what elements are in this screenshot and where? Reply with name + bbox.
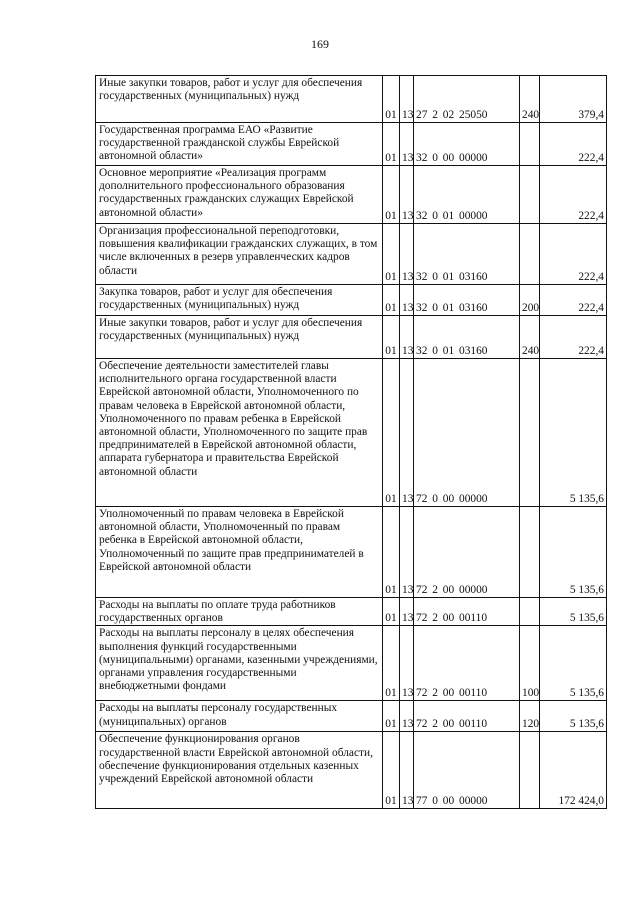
subsection-code: 13 [400,123,414,166]
section-code: 01 [383,123,400,166]
target-item-code: 27 2 02 25050 [414,76,520,123]
subsection-code: 13 [400,166,414,224]
section-code: 01 [383,732,400,809]
row-description: Расходы на выплаты персоналу государственных (муниципальных) органов [96,701,383,732]
expense-type-code: 120 [520,701,540,732]
table-row [96,285,607,316]
amount: 222,4 [540,285,607,316]
section-code: 01 [383,166,400,224]
expense-type-code [520,359,540,507]
expense-type-code [520,507,540,598]
row-description: Основное мероприятие «Реализация программ дополнительного профессионального образования государственных гражданских служащих Еврейской автономной области» [96,166,383,224]
subsection-code: 13 [400,732,414,809]
target-item-code: 32 0 01 03160 [414,224,520,285]
row-description: Закупка товаров, работ и услуг для обеспечения государственных (муниципальных) нужд [96,285,383,316]
expense-type-code: 240 [520,316,540,359]
section-code: 01 [383,598,400,626]
subsection-code: 13 [400,285,414,316]
section-code: 01 [383,701,400,732]
budget-table [95,75,607,809]
target-item-code: 32 0 00 00000 [414,123,520,166]
row-description: Организация профессиональной переподготовки, повышения квалификации гражданских служащих, в том числе включенных в резерв управленческих кадров области [96,224,383,285]
page-number: 169 [311,37,329,51]
target-item-code: 72 2 00 00110 [414,598,520,626]
row-description: Иные закупки товаров, работ и услуг для обеспечения государственных (муниципальных) нужд [96,316,383,359]
expense-type-code [520,166,540,224]
target-item-code: 72 2 00 00110 [414,701,520,732]
expense-type-code [520,732,540,809]
subsection-code: 13 [400,76,414,123]
target-item-code: 32 0 01 00000 [414,166,520,224]
table-row [96,123,607,166]
table-row [96,701,607,732]
amount: 222,4 [540,316,607,359]
row-description: Государственная программа ЕАО «Развитие государственной гражданской службы Еврейской автономной области» [96,123,383,166]
amount: 222,4 [540,224,607,285]
table-row [96,626,607,701]
table-row [96,166,607,224]
target-item-code: 32 0 01 03160 [414,285,520,316]
amount: 5 135,6 [540,626,607,701]
section-code: 01 [383,359,400,507]
expense-type-code: 240 [520,76,540,123]
section-code: 01 [383,507,400,598]
row-description: Уполномоченный по правам человека в Еврейской автономной области, Уполномоченный по правам ребенка в Еврейской автономной области, Уполномоченный по защите прав предпринимателей в Еврейской автономной области [96,507,383,598]
table-row [96,76,607,123]
amount: 222,4 [540,123,607,166]
amount: 5 135,6 [540,701,607,732]
subsection-code: 13 [400,598,414,626]
section-code: 01 [383,285,400,316]
table-row [96,224,607,285]
row-description: Обеспечение функционирования органов государственной власти Еврейской автономной области, обеспечение функционирования отдельных казенных учреждений Еврейской автономной области [96,732,383,809]
table-row [96,316,607,359]
subsection-code: 13 [400,359,414,507]
row-description: Расходы на выплаты персоналу в целях обеспечения выполнения функций государственными (муниципальными) органами, казенными учреждениями, органами управления государственными внебюджетными фондами [96,626,383,701]
target-item-code: 32 0 01 03160 [414,316,520,359]
table-row [96,598,607,626]
amount: 5 135,6 [540,507,607,598]
amount: 379,4 [540,76,607,123]
expense-type-code [520,224,540,285]
target-item-code: 77 0 00 00000 [414,732,520,809]
amount: 172 424,0 [540,732,607,809]
subsection-code: 13 [400,507,414,598]
expense-type-code: 100 [520,626,540,701]
target-item-code: 72 0 00 00000 [414,359,520,507]
section-code: 01 [383,626,400,701]
row-description: Расходы на выплаты по оплате труда работников государственных органов [96,598,383,626]
amount: 5 135,6 [540,359,607,507]
table-row [96,507,607,598]
target-item-code: 72 2 00 00110 [414,626,520,701]
subsection-code: 13 [400,626,414,701]
table-row [96,732,607,809]
target-item-code: 72 2 00 00000 [414,507,520,598]
subsection-code: 13 [400,224,414,285]
section-code: 01 [383,316,400,359]
row-description: Иные закупки товаров, работ и услуг для обеспечения государственных (муниципальных) нужд [96,76,383,123]
row-description: Обеспечение деятельности заместителей главы исполнительного органа государственной власти Еврейской автономной области, Уполномоченного по правам человека в Еврейской автономной области, Уполномоченного по правам ребенка в Еврейской автономной области, Уполномоченного по защите прав предпринимателей в Еврейской автономной области, аппарата губернатора и правительства Еврейской автономной области [96,359,383,507]
amount: 222,4 [540,166,607,224]
section-code: 01 [383,76,400,123]
subsection-code: 13 [400,316,414,359]
amount: 5 135,6 [540,598,607,626]
expense-type-code: 200 [520,285,540,316]
expense-type-code [520,123,540,166]
section-code: 01 [383,224,400,285]
subsection-code: 13 [400,701,414,732]
table-row [96,359,607,507]
expense-type-code [520,598,540,626]
